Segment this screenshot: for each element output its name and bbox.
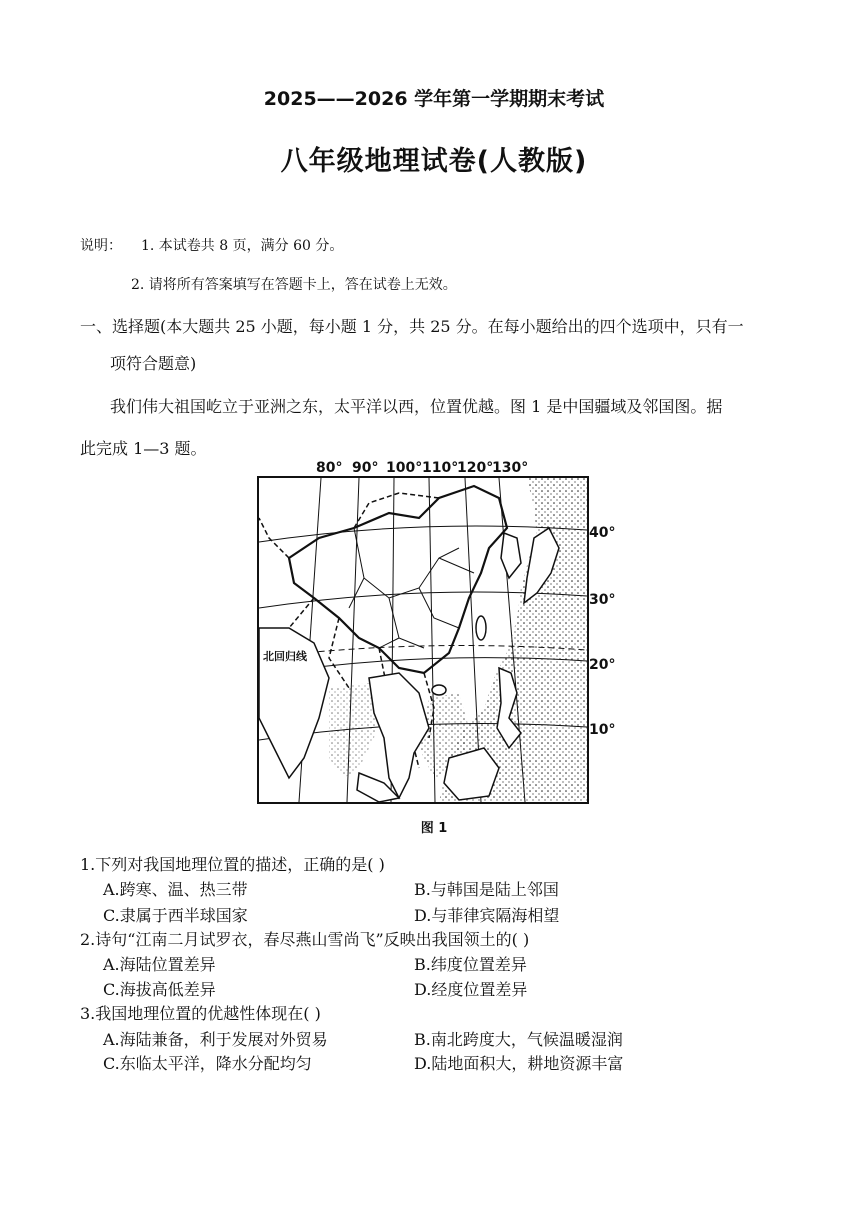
intro-line1: 我们伟大祖国屹立于亚洲之东，太平洋以西，位置优越。图 1 是中国疆域及邻国图。据: [110, 397, 723, 416]
intro-line2: 此完成 1—3 题。: [80, 439, 207, 458]
question-3-option-a[interactable]: A.海陆兼备，利于发展对外贸易: [103, 1030, 328, 1049]
question-2-option-d[interactable]: D.经度位置差异: [414, 980, 528, 999]
map-lat-label-30: 30°: [589, 592, 616, 608]
paper-title: 八年级地理试卷(人教版): [280, 146, 588, 177]
question-2-stem: 2.诗句“江南二月试罗衣，春尽燕山雪尚飞”反映出我国领土的( ): [80, 930, 530, 949]
section1-heading-line1: 一、选择题(本大题共 25 小题，每小题 1 分，共 25 分。在每小题给出的四个选项中，只有一: [80, 317, 744, 336]
question-3-option-d[interactable]: D.陆地面积大，耕地资源丰富: [414, 1054, 624, 1073]
map-lon-label-80: 80°: [316, 460, 343, 476]
question-2-option-b[interactable]: B.纬度位置差异: [414, 955, 527, 974]
section1-heading-line2: 项符合题意): [110, 354, 197, 373]
map-tropic-label: 北回归线: [263, 650, 307, 663]
map-lat-label-10: 10°: [589, 722, 616, 738]
notes-item-2: 2. 请将所有答案填写在答题卡上，答在试卷上无效。: [131, 277, 457, 293]
map-province-lines: [349, 528, 474, 648]
map-lon-label-110: 110°: [422, 460, 459, 476]
map-taiwan: [476, 616, 486, 640]
map-lat-label-40: 40°: [589, 525, 616, 541]
question-3-option-b[interactable]: B.南北跨度大，气候温暖湿润: [414, 1030, 623, 1049]
question-2-option-a[interactable]: A.海陆位置差异: [103, 955, 216, 974]
china-neighbors-map: [257, 476, 589, 804]
map-lon-label-90: 90°: [352, 460, 379, 476]
question-2-option-c[interactable]: C.海拔高低差异: [103, 980, 216, 999]
question-1-option-b[interactable]: B.与韩国是陆上邻国: [414, 880, 559, 899]
map-lon-label-130: 130°: [492, 460, 529, 476]
map-indochina: [369, 673, 429, 798]
map-lon-label-100: 100°: [386, 460, 423, 476]
map-caption: 图 1: [420, 821, 448, 836]
map-korean-peninsula: [501, 533, 521, 578]
map-drawing: [259, 478, 587, 802]
question-1-stem: 1.下列对我国地理位置的描述，正确的是( ): [80, 855, 385, 874]
map-lon-label-120: 120°: [457, 460, 494, 476]
notes-label: 说明：: [80, 238, 122, 254]
map-china-border: [289, 486, 507, 673]
map-lat-label-20: 20°: [589, 657, 616, 673]
question-3-option-c[interactable]: C.东临太平洋，降水分配均匀: [103, 1054, 312, 1073]
question-1-option-a[interactable]: A.跨寒、温、热三带: [103, 880, 248, 899]
map-hainan: [432, 685, 446, 695]
question-3-stem: 3.我国地理位置的优越性体现在( ): [80, 1004, 321, 1023]
notes-item-1: 1. 本试卷共 8 页，满分 60 分。: [141, 238, 344, 254]
question-1-option-c[interactable]: C.隶属于西半球国家: [103, 906, 248, 925]
question-1-option-d[interactable]: D.与菲律宾隔海相望: [414, 906, 560, 925]
exam-title: 2025——2026 学年第一学期期末考试: [263, 88, 605, 110]
